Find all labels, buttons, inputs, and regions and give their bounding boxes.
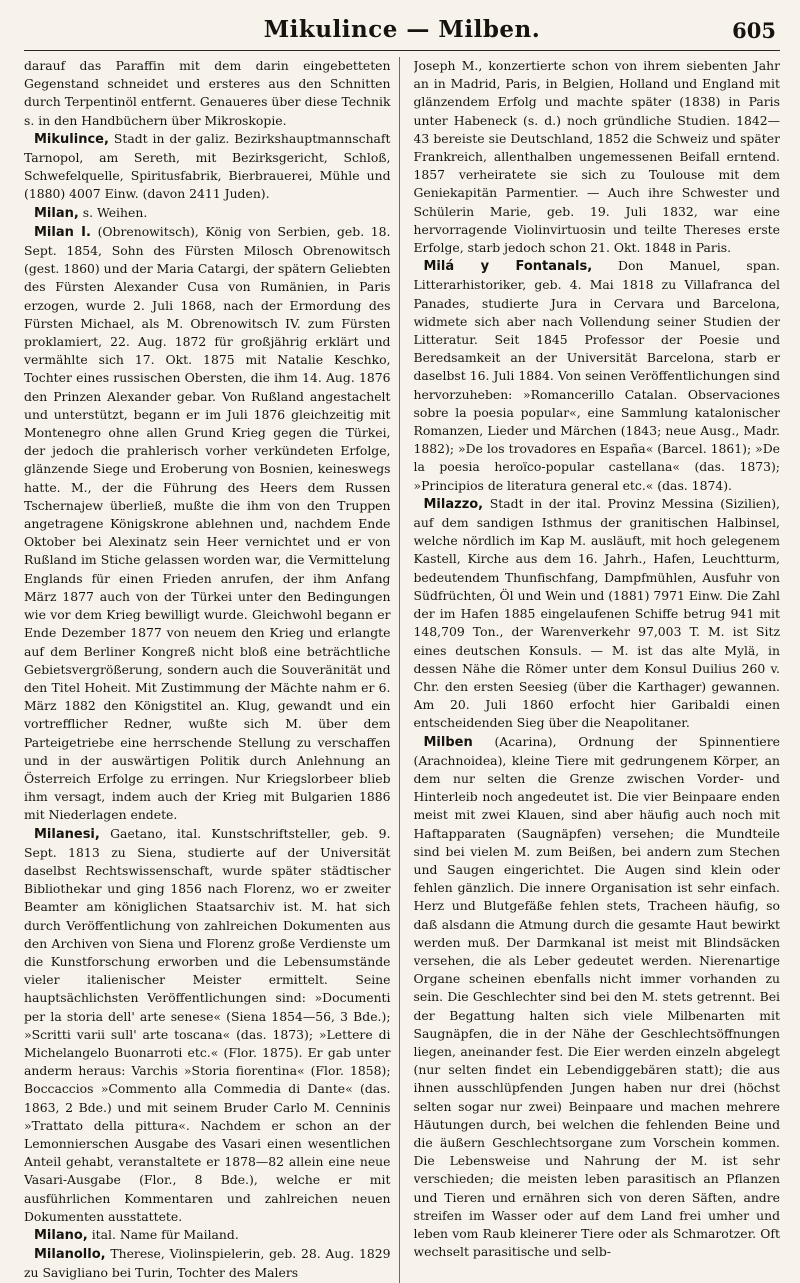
entry-milanesi (24, 825, 391, 1226)
entry-headword: Milano, (34, 1228, 88, 1243)
entry-text: Stadt in der galiz. Bezirkshauptmannschaft Tarnopol, am Sereth, mit Bezirksgericht, Schloß, Schwefelquelle, Spiritusfabrik, Bierbrauerei, Mühle und (1880) 4007 Einw. (davon 2411 Juden). (24, 130, 391, 202)
left-column (24, 57, 400, 1283)
entry-milan (24, 204, 391, 223)
entry-headword: Milanesi, (34, 826, 100, 842)
page-header (24, 0, 780, 51)
entry-text: (Obrenowitsch), König von Serbien, geb. 18. Sept. 1854, Sohn des Fürsten Milosch Obrenowitsch (gest. 1860) und der Maria Catargi, der spätern Geliebten des Fürsten Alexander Cusa von Rumänien, in Paris erzogen, wurde 2. Juli 1868, nach der Ermordung des Fürsten Michael, als M. Obrenowitsch IV. zum Fürsten proklamiert, 22. Aug. 1872 für großjährig erklärt und vermählte sich 17. Okt. 1875 mit Natalie Keschko, Tochter eines russischen Obersten, die ihm 14. Aug. 1876 den Prinzen Alexander gebar. Von Rußland angestachelt und unterstützt, begann er im Juli 1876 gleichzeitig mit Montenegro ohne allen Grund Krieg gegen die Türkei, der jedoch die prahlerisch vorher verkündeten Erfolge, glänzende Siege und Eroberung von Bosnien, keineswegs hatte. M., der die Führung des Heers dem Russen Tschernajew überließ, mußte die ihm von den Truppen angetragene Königskrone ablehnen und, nachdem Ende Oktober bei Alexinatz sein Heer vernichtet und er von Rußland im Stiche gelassen worden war, die Vermittelung Englands für einen Frieden anrufen, der ihm Anfang März 1877 auch von der Türkei unter den Bedingungen wie vor dem Krieg bewilligt wurde. Gleichwohl begann er Ende Dezember 1877 von neuem den Krieg und erlangte auf dem Berliner Kongreß nicht bloß eine beträchtliche Gebietsvergrößerung, sondern auch die Souveränität und den Titel Hoheit. Mit Zustimmung der Mächte nahm er 6. März 1882 den Königstitel an. Klug, gewandt und ein vortrefflicher Redner, wußte sich M. über dem Parteigetriebe eine herrschende Stellung zu verschaffen und in der auswärtigen Politik durch Anlehnung an Österreich Erfolge zu erringen. Nur Kriegslorbeer blieb ihm versagt, indem auch der Krieg mit Bulgarien 1886 mit Niederlagen endete. (24, 223, 391, 823)
entry-text: Don Manuel, span. Litterarhistoriker, geb. 4. Mai 1818 zu Villafranca del Panades, studierte Jura in Cervara und Barcelona, widmete sich aber nach Vollendung seiner Studien der Litteratur. Seit 1845 Professor der Poesie und Beredsamkeit an der Universität Barcelona, starb er daselbst 16. Juli 1884. Von seinen Veröffentlichungen sind hervorzuheben: »Romancerillo Catalan. Observaciones sobre la poesia popular«, eine Sammlung katalonischer Romanzen, Lieder und Märchen (1843; neue Ausg., Madr. 1882); »De los trovadores en España« (Barcel. 1861); »De la poesia heroïco-popular castellana« (das. 1873); »Principios de literatura general etc.« (das. 1874). (413, 258, 780, 493)
right-column (414, 57, 781, 1283)
entry-text: s. Weihen. (78, 204, 148, 220)
entry-text: Joseph M., konzertierte schon von ihrem siebenten Jahr an in Madrid, Paris, in Belgien, Holland und England mit glänzendem Erfolg und machte später (1838) in Paris unter Habeneck (s. d.) noch gründliche Studien. 1842—43 bereiste sie Deutschland, 1852 die Schweiz und später Frankreich, allenthalben ungemessenen Beifall erntend. 1857 verheiratete sie sich zu Toulouse mit dem Geniekapitän Parmentier. — Auch ihre Schwester und Schülerin Marie, geb. 19. Juli 1832, war eine hervorragende Violinvirtuosin und teilte Thereses erste Erfolge, starb jedoch schon 21. Okt. 1848 in Paris. (413, 58, 780, 256)
running-title: Mikulince — Milben. (263, 16, 541, 43)
entry-text: (Acarina), Ordnung der Spinnentiere (Arachnoidea), kleine Tiere mit gedrungenem Körper, an dem nur selten die Grenze zwischen Vorder- und Hinterleib noch angedeutet ist. Die vier Beinpaare enden meist mit zwei Klauen, sind aber häufig auch noch mit Haftapparaten (Saugnäpfen) versehen; die Mundteile sind bei vielen M. zum Beißen, bei andern zum Stechen und Saugen eingerichtet. Die Augen sind klein oder fehlen gänzlich. Die innere Organisation ist sehr einfach. Herz und Blutgefäße fehlen stets, Tracheen häufig, so daß alsdann die Atmung durch die gesamte Haut bewirkt werden muß. Der Darmkanal ist meist mit Blindsäcken versehen, die als Leber gedeutet werden. Nierenartige Organe scheinen ebenfalls nicht immer vorhanden zu sein. Die Geschlechter sind bei den M. stets getrennt. Bei der Begattung halten sich viele Milbenarten mit Saugnäpfen, die in der Nähe der Geschlechtsöffnungen liegen, aneinander fest. Die Eier werden einzeln abgelegt (nur selten findet ein Lebendiggebären statt); die aus ihnen ausschlüpfenden Jungen haben nur drei (höchst selten sogar nur zwei) Beinpaare und machen mehrere Häutungen durch, bei welchen die fehlenden Beine und die äußern Geschlechtsorgane zum Vorschein kommen. Die Lebensweise und Nahrung der M. ist sehr verschieden; die meisten leben parasitisch an Pflanzen und Tieren und ernähren sich von deren Säften, andre streifen im Wasser oder auf dem Land frei umher und leben vom Raub kleinerer Tiere oder als Schmarotzer. Oft wechselt parasitische und selb- (413, 733, 780, 1260)
entry-text: Therese, Violinspielerin, geb. 28. Aug. 1829 zu Savigliano bei Turin, Tochter des Malers (24, 1246, 391, 1281)
entry-headword: Milan I. (34, 224, 91, 240)
text-columns (24, 57, 780, 1283)
entry-milben (414, 733, 781, 1262)
entry-milazzo (414, 495, 781, 733)
entry-continuation (414, 57, 781, 257)
entry-text: darauf das Paraffin mit dem darin eingebetteten Gegenstand schneidet und ersteres aus den Schnitten durch Terpentinöl entfernt. Genaueres über diese Technik s. in den Handbüchern über Mikroskopie. (24, 58, 391, 128)
entry-headword: Milanollo, (34, 1247, 106, 1263)
entry-continuation (24, 57, 391, 130)
entry-mikulince (24, 130, 391, 204)
page-number: 605 (732, 18, 776, 43)
entry-headword: Mikulince, (34, 131, 109, 147)
entry-milanollo (24, 1245, 391, 1282)
entry-headword: Milben (423, 734, 473, 750)
entry-headword: Milan, (34, 205, 79, 221)
entry-headword: Milazzo, (423, 496, 484, 512)
entry-milano (24, 1226, 391, 1245)
entry-text: Stadt in der ital. Provinz Messina (Sizilien), auf dem sandigen Isthmus der granitischen Halbinsel, welche nördlich im Kap M. ausläuft, mit hoch gelegenem Kastell, Kirche aus dem 16. Jahrh., Hafen, Leuchtturm, bedeutendem Thunfischfang, Dampfmühlen, Ausfuhr von Südfrüchten, Öl und Wein und (1881) 7971 Einw. Die Zahl der im Hafen 1885 eingelaufenen Schiffe betrug 941 mit 148,709 Ton., der Warenverkehr 97,003 T. M. ist Sitz eines deutschen Konsuls. — M. ist das alte Mylä, in dessen Nähe die Römer unter dem Konsul Duilius 260 v. Chr. den ersten Seesieg (über die Karthager) gewannen. Am 20. Juli 1860 erfocht hier Garibaldi einen entscheidenden Sieg über die Neapolitaner. (413, 495, 780, 731)
entry-text: Gaetano, ital. Kunstschriftsteller, geb. 9. Sept. 1813 zu Siena, studierte auf der Universität daselbst Rechtswissenschaft, wurde später städtischer Bibliothekar und ging 1856 nach Florenz, wo er zweiter Beamter am königlichen Staatsarchiv ist. M. hat sich durch Veröffentlichung von zahlreichen Dokumenten aus den Archiven von Siena und Florenz große Verdienste um die Kunstforschung erworben und die Lebensumstände vieler italienischer Meister ermittelt. Seine hauptsächlichsten Veröffentlichungen sind: »Documenti per la storia dell' arte senese« (Siena 1854—56, 3 Bde.); »Scritti varii sull' arte toscana« (das. 1873); »Lettere di Michelangelo Buonarroti etc.« (Flor. 1875). Er gab unter anderm heraus: Varchis »Storia fiorentina« (Flor. 1858); Boccaccios »Commento alla Commedia di Dante« (das. 1863, 2 Bde.) und mit seinem Bruder Carlo M. Cenninis »Trattato della pittura«. Nachdem er schon an der Lemonnierschen Ausgabe des Vasari einen wesentlichen Anteil gehabt, veranstaltete er 1878—82 allein eine neue Vasari-Ausgabe (Flor., 8 Bde.), welche er mit ausführlichen Kommentaren und zahlreichen neuen Dokumenten ausstattete. (24, 825, 391, 1224)
entry-mila-y-fontanals (414, 257, 781, 495)
entry-headword: Milá y Fontanals, (423, 259, 593, 275)
entry-text: ital. Name für Mailand. (87, 1227, 239, 1242)
entry-milan-i (24, 223, 391, 825)
